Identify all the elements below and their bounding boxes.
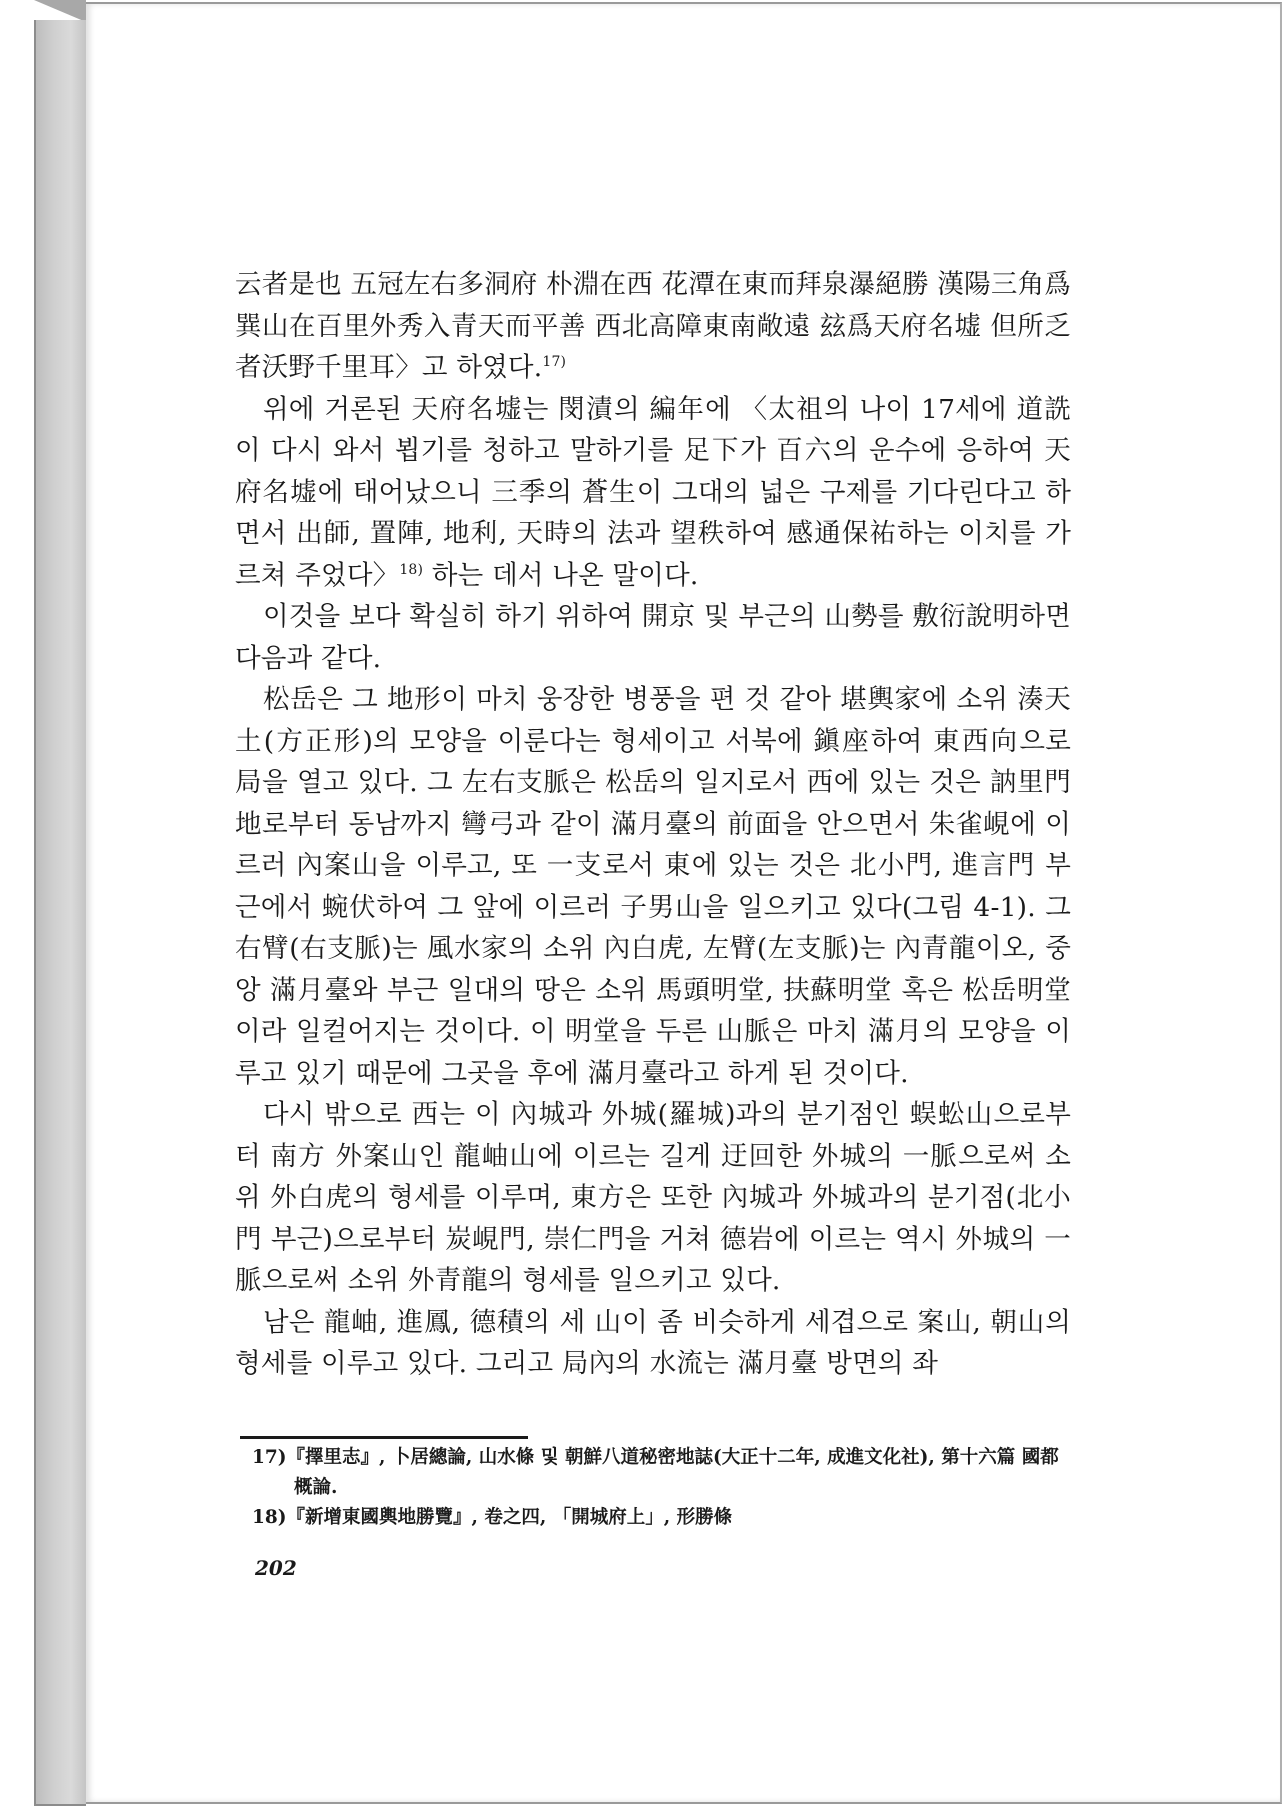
paragraph-2-text: 위에 거론된 天府名墟는 閔漬의 編年에 〈太祖의 나이 17세에 道詵이 다시 와서 뵙기를 청하고 말하기를 足下가 百六의 운수에 응하여 天府名墟에 태어났으니 三季의 蒼生이 그대의 넓은 구제를 기다린다고 하면서 出師, 置陣, 地利, 天時의 法과 望秩하여 感通保祐하는 이치를 가르쳐 주었다〉 (235, 393, 1071, 591)
footnote-divider (240, 1436, 528, 1439)
paragraph-5: 다시 밖으로 西는 이 內城과 外城(羅城)과의 분기점인 蜈蚣山으로부터 南方 外案山인 龍岫山에 이르는 길게 迂回한 外城의 一脈으로써 소위 外白虎의 형세를 이루며, 東方은 또한 內城과 外城과의 분기점(北小門 부근)으로부터 炭峴門, 崇仁門을 거쳐 德岩에 이르는 역시 外城의 一脈으로써 소위 外青龍의 형세를 일으키고 있다. (235, 1099, 1071, 1296)
paragraph-3: 이것을 보다 확실히 하기 위하여 開京 및 부근의 山勢를 敷衍說明하면 다음과 같다. (235, 601, 1071, 674)
paragraph-6: 남은 龍岫, 進鳳, 德積의 세 山이 좀 비슷하게 세겹으로 案山, 朝山의 형세를 이루고 있다. 그리고 局內의 水流는 滿月臺 방면의 좌 (235, 1306, 1071, 1379)
paragraph-2 (235, 389, 1071, 597)
paragraph-1-text: 云者是也 五冠左右多洞府 朴淵在西 花潭在東而拜泉瀑絕勝 漢陽三角爲巽山在百里外秀入青天而平善 西北高障東南敞遠 玆爲天府名墟 但所乏者沃野千里耳〉고 하였다. (235, 269, 1071, 383)
paragraph-2-tail: 하는 데서 나온 말이다. (423, 559, 699, 591)
footnote-ref-17: 17) (542, 354, 567, 370)
paragraph-1 (235, 264, 1071, 389)
page-number: 202 (255, 1556, 297, 1580)
book-spine-top (34, 0, 86, 22)
paragraph-4: 松岳은 그 地形이 마치 웅장한 병풍을 편 것 같아 堪輿家에 소위 湊天土(方正形)의 모양을 이룬다는 형세이고 서북에 鎭座하여 東西向으로 局을 열고 있다. 그 左右支脈은 松岳의 일지로서 西에 있는 것은 訥里門地로부터 동남까지 彎弓과 같이 滿月臺의 前面을 안으면서 朱雀峴에 이르러 內案山을 이루고, 또 一支로서 東에 있는 것은 北小門, 進言門 부근에서 蜿伏하여 그 앞에 이르러 子男山을 일으키고 있다(그림 4-1). 그 右臂(右支脈)는 風水家의 소위 內白虎, 左臂(左支脈)는 內青龍이오, 중앙 滿月臺와 부근 일대의 땅은 소위 馬頭明堂, 扶蘇明堂 혹은 松岳明堂이라 일컬어지는 것이다. 이 明堂을 두른 山脈은 마치 滿月의 모양을 이루고 있기 때문에 그곳을 후에 滿月臺라고 하게 된 것이다. (235, 684, 1071, 1089)
footnotes (252, 1443, 1072, 1533)
body-text (235, 264, 1071, 1385)
footnote-17: 17)『擇里志』, 卜居總論, 山水條 및 朝鮮八道秘密地誌(大正十二年, 成進文化社), 第十六篇 國都概論. (252, 1447, 1059, 1498)
footnote-18: 18)『新增東國輿地勝覽』, 卷之四, 「開城府上」, 形勝條 (252, 1507, 733, 1528)
book-spine (34, 20, 86, 1806)
footnote-ref-18: 18) (399, 561, 424, 578)
